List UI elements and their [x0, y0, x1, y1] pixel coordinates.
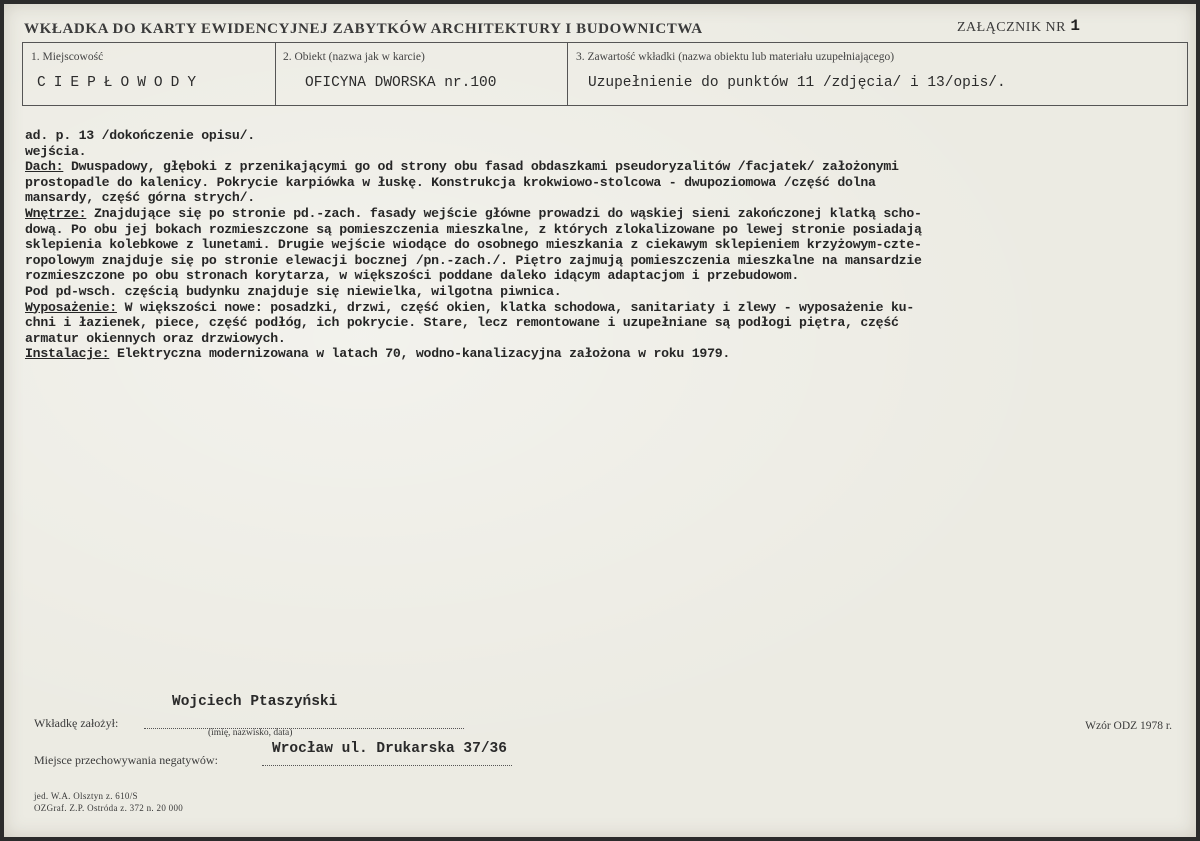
locality-field [23, 43, 276, 105]
text-line: armatur okiennych oraz drzwiowych. [25, 330, 286, 346]
author-label: Wkładkę założył: [34, 716, 119, 730]
text-line: ad. p. 13 /dokończenie opisu/. [25, 128, 255, 143]
author-note: (imię, nazwisko, data) [208, 728, 293, 738]
storage-label: Miejsce przechowywania negatywów: [34, 753, 218, 767]
attachment-label: ZAŁĄCZNIK NR [956, 20, 1066, 35]
text-line: rozmieszczone po obu stronach korytarza, w większości poddane daleko idącym adaptacjom i przebudowom. [25, 268, 800, 284]
object-label: 2. Obiekt (nazwa jak w karcie) [283, 51, 425, 63]
locality-value: CIEPŁOWODY [37, 75, 205, 91]
text-line: Wyposażenie: W większości nowe: posadzki, drzwi, część okien, klatka schodowa, sanitariaty i zlewy - wyposażenie ku- [25, 299, 915, 315]
contents-field [568, 43, 1187, 105]
header-fields-box [22, 42, 1188, 106]
text-line: sklepienia kolebkowe z lunetami. Drugie wejście wiodące do osobnego mieszkania z ciekawym sklepieniem krzyżowym-czte- [25, 237, 922, 253]
record-card-insert [4, 4, 1196, 837]
printer-note-1: jed. W.A. Olsztyn z. 610/S [34, 791, 138, 801]
storage-value: Wrocław ul. Drukarska 37/36 [272, 741, 507, 757]
contents-label: 3. Zawartość wkładki (nazwa obiektu lub materiału uzupełniającego) [576, 51, 895, 63]
section-heading-interior: Wnętrze: [25, 205, 87, 221]
locality-label: 1. Miejscowość [31, 51, 104, 63]
section-heading-equipment: Wyposażenie: [25, 299, 117, 315]
text-line: ropolowym znajduje się po stronie elewacji bocznej /pn.-zach./. Piętro zajmują pomieszczenia mieszkalne na mansardzie [25, 252, 922, 268]
text-line: wejścia. [25, 143, 87, 159]
contents-value: Uzupełnienie do punktów 11 /zdjęcia/ i 13/opis/. [588, 75, 1006, 91]
object-field [275, 43, 568, 105]
text-line: Pod pd-wsch. częścią budynku znajduje się niewielka, wilgotna piwnica. [25, 283, 562, 299]
text-line: prostopadle do kalenicy. Pokrycie karpiówka w łuskę. Konstrukcja krokwiowo-stolcowa - dwupoziomowa /część dolna [25, 174, 876, 190]
author-dotted-line [144, 728, 464, 729]
text-line: mansardy, część górna strych/. [25, 190, 255, 206]
template-version: Wzór ODZ 1978 r. [1085, 720, 1172, 732]
text-line: Instalacje: Elektryczna modernizowana w latach 70, wodno-kanalizacyjna założona w roku 1979. [25, 346, 731, 362]
form-title: WKŁADKA DO KARTY EWIDENCYJNEJ ZABYTKÓW ARCHITEKTURY I BUDOWNICTWA [24, 21, 703, 37]
section-heading-installations: Instalacje: [25, 346, 110, 362]
section-heading-roof: Dach: [25, 159, 64, 175]
text-line: dową. Po obu jej bokach rozmieszczone są pomieszczenia mieszkalne, z których zlokalizowane po lewej stronie posiadają [25, 221, 922, 237]
author-value: Wojciech Ptaszyński [172, 694, 338, 710]
object-value: OFICYNA DWORSKA nr.100 [305, 75, 497, 91]
description-text [25, 128, 1189, 362]
printer-note-2: OZGraf. Z.P. Ostróda z. 372 n. 20 000 [34, 803, 184, 813]
text-line: Dach: Dwuspadowy, głęboki z przenikającymi go od strony obu fasad obdaszkami pseudoryzalitów /facjatek/ założonymi [25, 159, 899, 175]
text-line: Wnętrze: Znajdujące się po stronie pd.-zach. fasady wejście główne prowadzi do wąskiej sieni zakończonej klatką scho- [25, 205, 922, 221]
attachment-number: 1 [1070, 17, 1080, 35]
storage-dotted-line [262, 765, 512, 766]
text-line: chni i łazienek, piece, część podłóg, ich pokrycie. Stare, lecz remontowane i uzupełniane są podłogi piętra, część [25, 315, 899, 331]
